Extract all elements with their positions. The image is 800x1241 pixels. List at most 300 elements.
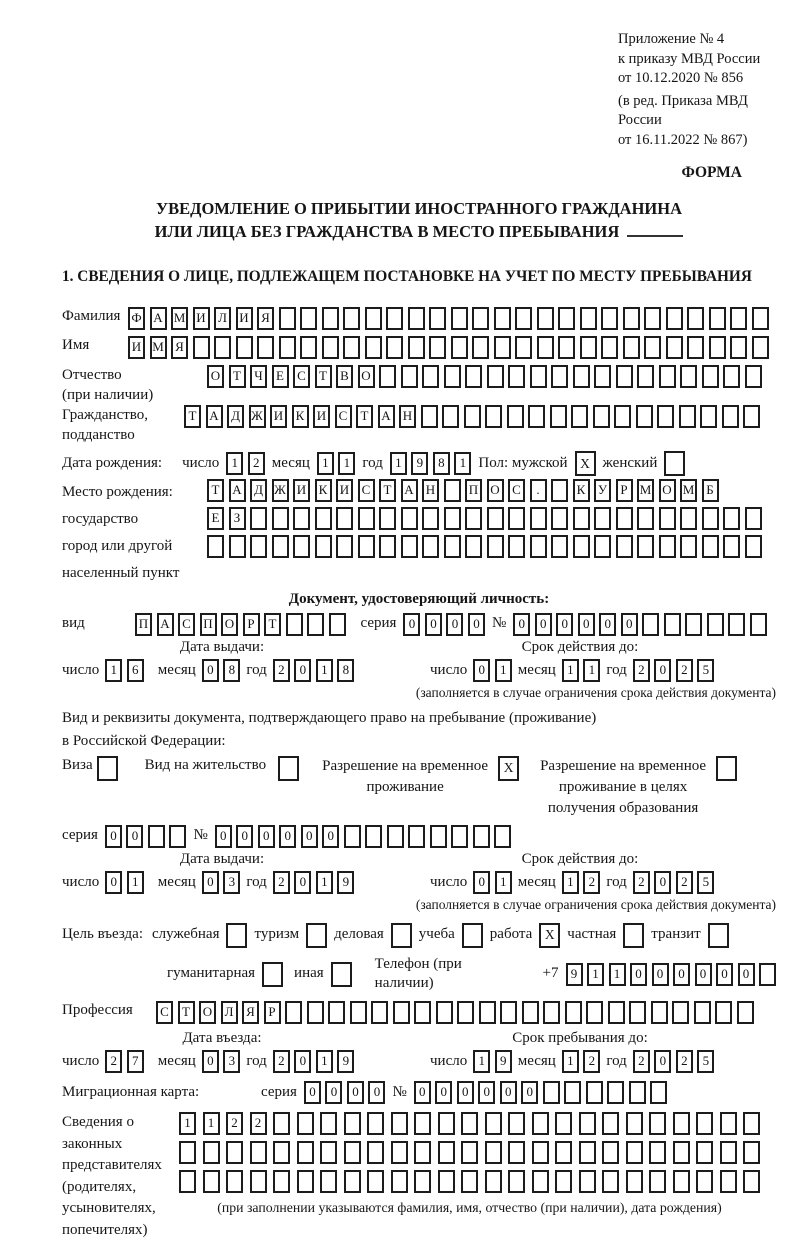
- char-cell[interactable]: [315, 535, 332, 558]
- char-cell[interactable]: Т: [207, 479, 224, 502]
- char-cell[interactable]: [250, 535, 267, 558]
- char-cell[interactable]: [558, 336, 575, 359]
- char-cell[interactable]: [365, 336, 382, 359]
- char-cell[interactable]: [601, 307, 618, 330]
- char-cell[interactable]: [461, 1112, 478, 1135]
- char-cell[interactable]: И: [236, 307, 253, 330]
- char-cell[interactable]: Я: [242, 1001, 259, 1024]
- char-cell[interactable]: 1: [390, 452, 407, 475]
- char-cell[interactable]: 0: [673, 963, 690, 986]
- char-cell[interactable]: [709, 336, 726, 359]
- char-cell[interactable]: 2: [226, 1112, 243, 1135]
- char-cell[interactable]: [537, 307, 554, 330]
- char-cell[interactable]: Б: [702, 479, 719, 502]
- char-cell[interactable]: 0: [105, 871, 122, 894]
- char-cell[interactable]: [555, 1141, 572, 1164]
- char-cell[interactable]: [636, 405, 653, 428]
- visa-checkbox[interactable]: [97, 756, 118, 781]
- char-cell[interactable]: [722, 405, 739, 428]
- char-cell[interactable]: [487, 535, 504, 558]
- char-cell[interactable]: [515, 307, 532, 330]
- char-cell[interactable]: 5: [697, 659, 714, 682]
- char-cell[interactable]: [651, 1001, 668, 1024]
- char-cell[interactable]: 1: [562, 1050, 579, 1073]
- char-cell[interactable]: [485, 1112, 502, 1135]
- char-cell[interactable]: [614, 405, 631, 428]
- char-cell[interactable]: 0: [414, 1081, 431, 1104]
- char-cell[interactable]: [257, 336, 274, 359]
- char-cell[interactable]: [680, 535, 697, 558]
- char-cell[interactable]: [336, 507, 353, 530]
- char-cell[interactable]: [421, 405, 438, 428]
- char-cell[interactable]: 2: [273, 659, 290, 682]
- char-cell[interactable]: [720, 1112, 737, 1135]
- char-cell[interactable]: [508, 1170, 525, 1193]
- char-cell[interactable]: [273, 1141, 290, 1164]
- char-cell[interactable]: Р: [616, 479, 633, 502]
- char-cell[interactable]: [626, 1112, 643, 1135]
- char-cell[interactable]: [594, 365, 611, 388]
- char-cell[interactable]: [650, 1081, 667, 1104]
- char-cell[interactable]: 0: [425, 613, 442, 636]
- char-cell[interactable]: Н: [399, 405, 416, 428]
- char-cell[interactable]: 0: [202, 659, 219, 682]
- char-cell[interactable]: 5: [697, 1050, 714, 1073]
- char-cell[interactable]: [414, 1001, 431, 1024]
- char-cell[interactable]: Л: [214, 307, 231, 330]
- char-cell[interactable]: [494, 825, 511, 848]
- char-cell[interactable]: 8: [223, 659, 240, 682]
- char-cell[interactable]: 0: [236, 825, 253, 848]
- char-cell[interactable]: [750, 613, 767, 636]
- char-cell[interactable]: [487, 365, 504, 388]
- char-cell[interactable]: [344, 1170, 361, 1193]
- char-cell[interactable]: [586, 1001, 603, 1024]
- char-cell[interactable]: [485, 405, 502, 428]
- char-cell[interactable]: С: [293, 365, 310, 388]
- char-cell[interactable]: 0: [654, 1050, 671, 1073]
- char-cell[interactable]: [715, 1001, 732, 1024]
- char-cell[interactable]: П: [135, 613, 152, 636]
- char-cell[interactable]: [344, 1141, 361, 1164]
- char-cell[interactable]: [465, 535, 482, 558]
- char-cell[interactable]: 0: [202, 1050, 219, 1073]
- char-cell[interactable]: 0: [578, 613, 595, 636]
- char-cell[interactable]: 2: [250, 1112, 267, 1135]
- char-cell[interactable]: 9: [411, 452, 428, 475]
- char-cell[interactable]: 2: [105, 1050, 122, 1073]
- char-cell[interactable]: [664, 613, 681, 636]
- char-cell[interactable]: [528, 405, 545, 428]
- char-cell[interactable]: [214, 336, 231, 359]
- temp-residence-checkbox[interactable]: X: [498, 756, 519, 781]
- char-cell[interactable]: [616, 535, 633, 558]
- char-cell[interactable]: [293, 535, 310, 558]
- char-cell[interactable]: [737, 1001, 754, 1024]
- char-cell[interactable]: [550, 405, 567, 428]
- char-cell[interactable]: [594, 507, 611, 530]
- char-cell[interactable]: [451, 825, 468, 848]
- char-cell[interactable]: И: [336, 479, 353, 502]
- temp-residence-edu-checkbox[interactable]: [716, 756, 737, 781]
- char-cell[interactable]: 0: [446, 613, 463, 636]
- char-cell[interactable]: [279, 307, 296, 330]
- char-cell[interactable]: Р: [243, 613, 260, 636]
- char-cell[interactable]: [745, 365, 762, 388]
- char-cell[interactable]: 0: [473, 871, 490, 894]
- char-cell[interactable]: [522, 1001, 539, 1024]
- char-cell[interactable]: [629, 1081, 646, 1104]
- char-cell[interactable]: З: [229, 507, 246, 530]
- char-cell[interactable]: О: [221, 613, 238, 636]
- char-cell[interactable]: [391, 1170, 408, 1193]
- char-cell[interactable]: [414, 1170, 431, 1193]
- char-cell[interactable]: 1: [127, 871, 144, 894]
- purpose-other-checkbox[interactable]: [331, 962, 352, 987]
- char-cell[interactable]: [530, 365, 547, 388]
- char-cell[interactable]: 1: [562, 871, 579, 894]
- purpose-business-checkbox[interactable]: [391, 923, 412, 948]
- char-cell[interactable]: 1: [179, 1112, 196, 1135]
- char-cell[interactable]: [659, 507, 676, 530]
- char-cell[interactable]: И: [313, 405, 330, 428]
- char-cell[interactable]: [272, 535, 289, 558]
- purpose-work-checkbox[interactable]: X: [539, 923, 560, 948]
- char-cell[interactable]: 0: [521, 1081, 538, 1104]
- sex-male-checkbox[interactable]: X: [575, 451, 596, 476]
- char-cell[interactable]: [616, 365, 633, 388]
- char-cell[interactable]: 0: [435, 1081, 452, 1104]
- char-cell[interactable]: [414, 1141, 431, 1164]
- char-cell[interactable]: [593, 405, 610, 428]
- char-cell[interactable]: [637, 535, 654, 558]
- char-cell[interactable]: Ф: [128, 307, 145, 330]
- char-cell[interactable]: [285, 1001, 302, 1024]
- char-cell[interactable]: П: [465, 479, 482, 502]
- char-cell[interactable]: В: [336, 365, 353, 388]
- char-cell[interactable]: [485, 1170, 502, 1193]
- char-cell[interactable]: [687, 307, 704, 330]
- char-cell[interactable]: 0: [325, 1081, 342, 1104]
- char-cell[interactable]: [720, 1170, 737, 1193]
- char-cell[interactable]: Т: [379, 479, 396, 502]
- char-cell[interactable]: [250, 1141, 267, 1164]
- char-cell[interactable]: [408, 825, 425, 848]
- char-cell[interactable]: О: [199, 1001, 216, 1024]
- char-cell[interactable]: [551, 535, 568, 558]
- char-cell[interactable]: С: [156, 1001, 173, 1024]
- char-cell[interactable]: [537, 336, 554, 359]
- char-cell[interactable]: 0: [654, 659, 671, 682]
- char-cell[interactable]: 0: [322, 825, 339, 848]
- char-cell[interactable]: [515, 336, 532, 359]
- char-cell[interactable]: [723, 535, 740, 558]
- char-cell[interactable]: 1: [316, 871, 333, 894]
- char-cell[interactable]: [438, 1141, 455, 1164]
- char-cell[interactable]: 2: [633, 659, 650, 682]
- char-cell[interactable]: 0: [654, 871, 671, 894]
- char-cell[interactable]: 1: [316, 659, 333, 682]
- purpose-tourism-checkbox[interactable]: [306, 923, 327, 948]
- char-cell[interactable]: 0: [294, 1050, 311, 1073]
- char-cell[interactable]: О: [207, 365, 224, 388]
- char-cell[interactable]: Р: [264, 1001, 281, 1024]
- char-cell[interactable]: 0: [535, 613, 552, 636]
- char-cell[interactable]: [307, 613, 324, 636]
- char-cell[interactable]: М: [150, 336, 167, 359]
- char-cell[interactable]: Я: [257, 307, 274, 330]
- char-cell[interactable]: [297, 1170, 314, 1193]
- char-cell[interactable]: [680, 365, 697, 388]
- char-cell[interactable]: [673, 1141, 690, 1164]
- char-cell[interactable]: [367, 1170, 384, 1193]
- char-cell[interactable]: Я: [171, 336, 188, 359]
- char-cell[interactable]: 8: [433, 452, 450, 475]
- char-cell[interactable]: [472, 336, 489, 359]
- char-cell[interactable]: 0: [652, 963, 669, 986]
- sex-female-checkbox[interactable]: [664, 451, 685, 476]
- char-cell[interactable]: [579, 1141, 596, 1164]
- char-cell[interactable]: [387, 825, 404, 848]
- char-cell[interactable]: Т: [356, 405, 373, 428]
- char-cell[interactable]: [300, 307, 317, 330]
- char-cell[interactable]: 0: [403, 613, 420, 636]
- char-cell[interactable]: [720, 1141, 737, 1164]
- char-cell[interactable]: [203, 1170, 220, 1193]
- char-cell[interactable]: 1: [495, 871, 512, 894]
- char-cell[interactable]: [300, 336, 317, 359]
- char-cell[interactable]: [743, 1170, 760, 1193]
- char-cell[interactable]: [442, 405, 459, 428]
- char-cell[interactable]: [679, 405, 696, 428]
- char-cell[interactable]: 8: [337, 659, 354, 682]
- char-cell[interactable]: [745, 535, 762, 558]
- char-cell[interactable]: 0: [556, 613, 573, 636]
- char-cell[interactable]: [626, 1170, 643, 1193]
- char-cell[interactable]: Т: [178, 1001, 195, 1024]
- char-cell[interactable]: [429, 336, 446, 359]
- char-cell[interactable]: 9: [337, 1050, 354, 1073]
- char-cell[interactable]: [644, 307, 661, 330]
- char-cell[interactable]: 0: [599, 613, 616, 636]
- char-cell[interactable]: [623, 307, 640, 330]
- char-cell[interactable]: [759, 963, 776, 986]
- char-cell[interactable]: К: [315, 479, 332, 502]
- char-cell[interactable]: С: [335, 405, 352, 428]
- char-cell[interactable]: М: [680, 479, 697, 502]
- char-cell[interactable]: И: [270, 405, 287, 428]
- char-cell[interactable]: [687, 336, 704, 359]
- char-cell[interactable]: [451, 336, 468, 359]
- char-cell[interactable]: 1: [473, 1050, 490, 1073]
- char-cell[interactable]: [637, 365, 654, 388]
- char-cell[interactable]: [573, 365, 590, 388]
- char-cell[interactable]: [601, 336, 618, 359]
- char-cell[interactable]: Т: [264, 613, 281, 636]
- char-cell[interactable]: 0: [126, 825, 143, 848]
- char-cell[interactable]: [579, 1170, 596, 1193]
- char-cell[interactable]: Е: [272, 365, 289, 388]
- char-cell[interactable]: [236, 336, 253, 359]
- char-cell[interactable]: [379, 507, 396, 530]
- char-cell[interactable]: [207, 535, 224, 558]
- char-cell[interactable]: Т: [229, 365, 246, 388]
- char-cell[interactable]: [273, 1170, 290, 1193]
- char-cell[interactable]: Н: [422, 479, 439, 502]
- char-cell[interactable]: 0: [500, 1081, 517, 1104]
- char-cell[interactable]: Д: [227, 405, 244, 428]
- char-cell[interactable]: 0: [630, 963, 647, 986]
- char-cell[interactable]: [297, 1141, 314, 1164]
- char-cell[interactable]: 9: [337, 871, 354, 894]
- char-cell[interactable]: У: [594, 479, 611, 502]
- char-cell[interactable]: [543, 1081, 560, 1104]
- char-cell[interactable]: [555, 1170, 572, 1193]
- char-cell[interactable]: [494, 336, 511, 359]
- char-cell[interactable]: [642, 613, 659, 636]
- char-cell[interactable]: Т: [315, 365, 332, 388]
- char-cell[interactable]: [379, 535, 396, 558]
- char-cell[interactable]: 3: [223, 871, 240, 894]
- char-cell[interactable]: [358, 507, 375, 530]
- char-cell[interactable]: Т: [184, 405, 201, 428]
- char-cell[interactable]: [203, 1141, 220, 1164]
- char-cell[interactable]: [365, 307, 382, 330]
- char-cell[interactable]: [564, 1081, 581, 1104]
- char-cell[interactable]: [343, 336, 360, 359]
- char-cell[interactable]: [436, 1001, 453, 1024]
- char-cell[interactable]: 1: [105, 659, 122, 682]
- char-cell[interactable]: [422, 507, 439, 530]
- char-cell[interactable]: 9: [495, 1050, 512, 1073]
- char-cell[interactable]: [408, 336, 425, 359]
- char-cell[interactable]: 1: [587, 963, 604, 986]
- char-cell[interactable]: [707, 613, 724, 636]
- char-cell[interactable]: 1: [609, 963, 626, 986]
- char-cell[interactable]: 1: [226, 452, 243, 475]
- char-cell[interactable]: [344, 825, 361, 848]
- char-cell[interactable]: [532, 1141, 549, 1164]
- char-cell[interactable]: [148, 825, 165, 848]
- char-cell[interactable]: [500, 1001, 517, 1024]
- char-cell[interactable]: [169, 825, 186, 848]
- char-cell[interactable]: 0: [621, 613, 638, 636]
- purpose-humanitarian-checkbox[interactable]: [262, 962, 283, 987]
- char-cell[interactable]: [307, 1001, 324, 1024]
- char-cell[interactable]: [320, 1141, 337, 1164]
- char-cell[interactable]: О: [659, 479, 676, 502]
- char-cell[interactable]: [297, 1112, 314, 1135]
- char-cell[interactable]: [743, 1112, 760, 1135]
- char-cell[interactable]: [728, 613, 745, 636]
- char-cell[interactable]: О: [487, 479, 504, 502]
- char-cell[interactable]: [273, 1112, 290, 1135]
- char-cell[interactable]: [358, 535, 375, 558]
- char-cell[interactable]: [723, 507, 740, 530]
- char-cell[interactable]: 0: [202, 871, 219, 894]
- char-cell[interactable]: 0: [347, 1081, 364, 1104]
- char-cell[interactable]: И: [193, 307, 210, 330]
- char-cell[interactable]: К: [573, 479, 590, 502]
- char-cell[interactable]: [752, 336, 769, 359]
- char-cell[interactable]: 1: [583, 659, 600, 682]
- char-cell[interactable]: [465, 365, 482, 388]
- char-cell[interactable]: И: [128, 336, 145, 359]
- char-cell[interactable]: [723, 365, 740, 388]
- char-cell[interactable]: [193, 336, 210, 359]
- char-cell[interactable]: 0: [304, 1081, 321, 1104]
- char-cell[interactable]: [649, 1141, 666, 1164]
- char-cell[interactable]: [472, 307, 489, 330]
- char-cell[interactable]: [422, 365, 439, 388]
- char-cell[interactable]: [229, 535, 246, 558]
- char-cell[interactable]: [479, 1001, 496, 1024]
- char-cell[interactable]: [709, 307, 726, 330]
- char-cell[interactable]: [286, 613, 303, 636]
- char-cell[interactable]: [743, 1141, 760, 1164]
- char-cell[interactable]: [320, 1170, 337, 1193]
- char-cell[interactable]: [250, 1170, 267, 1193]
- char-cell[interactable]: [571, 405, 588, 428]
- char-cell[interactable]: [438, 1112, 455, 1135]
- char-cell[interactable]: [649, 1112, 666, 1135]
- char-cell[interactable]: [666, 336, 683, 359]
- char-cell[interactable]: [543, 1001, 560, 1024]
- char-cell[interactable]: 0: [695, 963, 712, 986]
- char-cell[interactable]: [386, 307, 403, 330]
- char-cell[interactable]: 1: [317, 452, 334, 475]
- char-cell[interactable]: [401, 365, 418, 388]
- purpose-official-checkbox[interactable]: [226, 923, 247, 948]
- char-cell[interactable]: [487, 507, 504, 530]
- char-cell[interactable]: 0: [301, 825, 318, 848]
- char-cell[interactable]: [507, 405, 524, 428]
- char-cell[interactable]: [179, 1170, 196, 1193]
- char-cell[interactable]: [401, 507, 418, 530]
- char-cell[interactable]: 0: [478, 1081, 495, 1104]
- char-cell[interactable]: [551, 365, 568, 388]
- char-cell[interactable]: [594, 535, 611, 558]
- char-cell[interactable]: [365, 825, 382, 848]
- char-cell[interactable]: [320, 1112, 337, 1135]
- char-cell[interactable]: [573, 507, 590, 530]
- char-cell[interactable]: 2: [273, 871, 290, 894]
- char-cell[interactable]: [328, 1001, 345, 1024]
- char-cell[interactable]: 1: [495, 659, 512, 682]
- char-cell[interactable]: 1: [562, 659, 579, 682]
- char-cell[interactable]: [461, 1141, 478, 1164]
- char-cell[interactable]: [451, 307, 468, 330]
- char-cell[interactable]: [694, 1001, 711, 1024]
- char-cell[interactable]: [580, 336, 597, 359]
- char-cell[interactable]: 0: [294, 659, 311, 682]
- char-cell[interactable]: .: [530, 479, 547, 502]
- char-cell[interactable]: Ч: [250, 365, 267, 388]
- char-cell[interactable]: [702, 365, 719, 388]
- char-cell[interactable]: [644, 336, 661, 359]
- purpose-private-checkbox[interactable]: [623, 923, 644, 948]
- char-cell[interactable]: [386, 336, 403, 359]
- char-cell[interactable]: 1: [203, 1112, 220, 1135]
- purpose-study-checkbox[interactable]: [462, 923, 483, 948]
- char-cell[interactable]: 1: [338, 452, 355, 475]
- char-cell[interactable]: [444, 479, 461, 502]
- char-cell[interactable]: [444, 507, 461, 530]
- char-cell[interactable]: [743, 405, 760, 428]
- char-cell[interactable]: [226, 1141, 243, 1164]
- char-cell[interactable]: С: [178, 613, 195, 636]
- char-cell[interactable]: 2: [583, 871, 600, 894]
